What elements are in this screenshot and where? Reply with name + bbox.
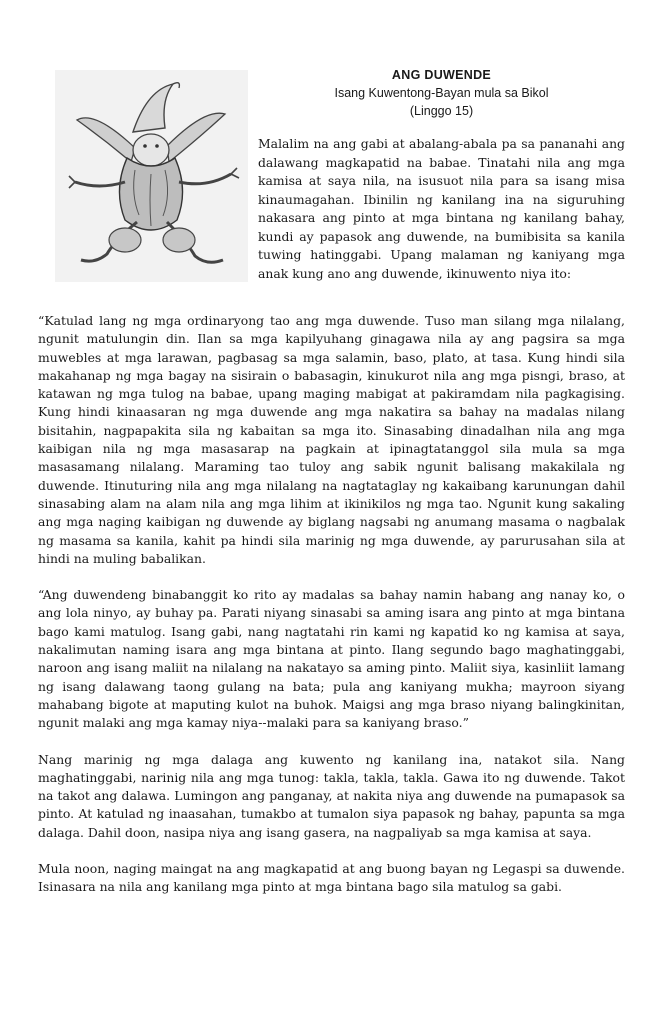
- paragraph-2: “Ang duwendeng binabanggit ko rito ay madalas sa bahay namin habang ang nanay ko, o ang lola ninyo, ay buhay pa. Parati niyang sinasabi sa aming isara ang pinto at mga bintana bago kami matulog. Isang gabi, nang nagtatahi rin kami ng kapatid ko ng kamisa at saya, nakalimutan naming isara ang mga bintana at pinto. Ilang segundo bago maghatinggabi, naroon ang isang maliit na nilalang na nakatayo sa aming pinto. Maliit siya, kasinliit lamang ng isang dalawang taong gulang na bata; pula ang kaniyang mukha; mayroon siyang mahabang bigote at maputing kulot na buhok. Maigsi ang mga braso niyang balingkinitan, ngunit malaki ang mga kamay niya--malaki para sa kaniyang braso.”: [38, 587, 625, 731]
- paragraph-3: Nang marinig ng mga dalaga ang kuwento ng kanilang ina, natakot sila. Nang maghatinggabi, narinig nila ang mga tunog: takla, takla, takla. Gawa ito ng duwende. Takot na takot ang dalawa. Lumingon ang panganay, at nakita niya ang duwende na pumapasok sa pinto. At katulad ng inaasahan, tumakbo at tumalon siya papasok ng bahay, papunta sa mga dalaga. Dahil doon, nasipa niya ang isang gasera, na nagpaliyab sa mga kamisa at saya.: [38, 751, 625, 840]
- story-week: (Linggo 15): [409, 104, 474, 118]
- story-subtitle: Isang Kuwentong-Bayan mula sa Bikol: [334, 86, 549, 100]
- paragraph-4: Mula noon, naging maingat na ang magkapatid at ang buong bayan ng Legaspi sa duwende. Isinasara na nila ang kanilang mga pinto at mga bintana bago sila matulog sa gabi.: [38, 861, 625, 895]
- story-title: ANG DUWENDE: [391, 68, 492, 82]
- paragraph-1: “Katulad lang ng mga ordinaryong tao ang mga duwende. Tuso man silang mga nilalang, ngunit matulungin din. Ilan sa mga kapilyuhang ginagawa nila ay ang pagsira sa mga muwebles at mga larawan, pagbasag sa mga salamin, baso, plato, at tasa. Kung hindi sila makahanap ng mga bagay na sisirain o babasagin, kinukurot nila ang mga pisngi, braso, at katawan ng mga tulog na babae, upang maging mabigat at pakiramdam nila pagkagising. Kung hindi kinaasaran ng mga duwende ang mga nakatira sa bahay na madalas nilang bisitahin, nagpapakita sila ng kabaitan sa mga ito. Sinasabing dinadalhan nila ang mga kaibigan nila ng mga masasarap na pagkain at ipinagtatanggol sila mula sa mga masasamang nilalang. Maraming tao tuloy ang sabik ngunit balisang makakilala ng duwende. Itinuturing nila ang mga nilalang na nagtataglay ng kakaibang karunungan dahil sinasabing alam na alam nila ang mga lihim at ikinikilos ng mga tao. Ngunit kung sakaling ang mga naging kaibigan ng duwende ay biglang nagsabi ng anumang masama o nagbalak ng masama sa kanila, kahit pa hindi sila marinig ng mga duwende, ay parurusahan sila at hindi na muling babalikan.: [38, 313, 625, 566]
- story-header: [258, 66, 625, 120]
- intro-paragraph: Malalim na ang gabi at abalang-abala pa sa pananahi ang dalawang magkapatid na babae. Tinatahi nila ang mga kamisa at saya nila, na isusuot nila para sa isang misa kinaumagahan. Ibinilin ng kanilang ina na siguruhing nakasara ang pinto at mga bintana ng kanilang bahay, kundi ay papasok ang duwende, na bumibisita sa kanila tuwing hatinggabi. Upang malaman ng kaniyang mga anak kung ano ang duwende, ikinuwento niya ito:: [258, 136, 625, 281]
- duwende-sketch-icon: [55, 70, 248, 282]
- story-body: [38, 312, 625, 915]
